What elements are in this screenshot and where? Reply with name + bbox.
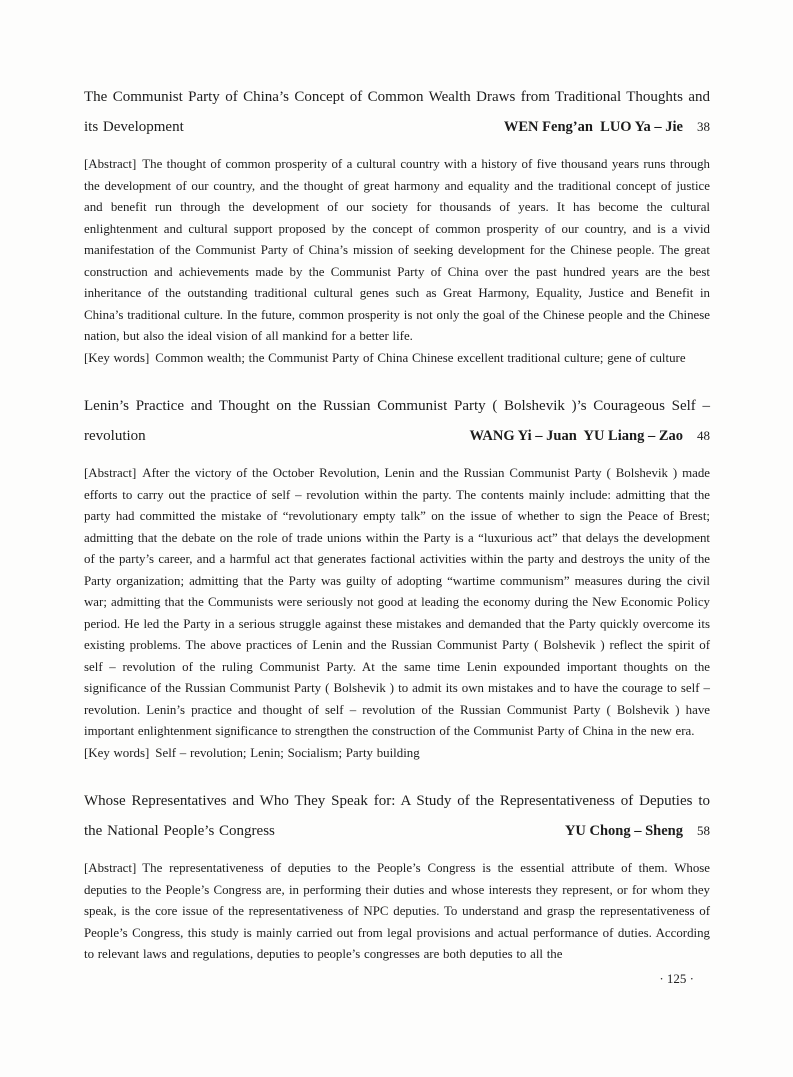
article-keywords <box>84 348 710 370</box>
article-title-line2: revolution <box>84 428 146 444</box>
article-abstract <box>84 858 710 966</box>
page-number: · 125 · <box>659 970 694 986</box>
article-authors: YU Chong – Sheng <box>564 823 683 839</box>
article-authors: WANG Yi – Juan YU Liang – Zao <box>469 428 683 444</box>
article-byline <box>469 421 710 451</box>
abstract-label: [Abstract] <box>84 157 137 171</box>
article-entry <box>84 786 710 966</box>
keywords-text: Self – revolution; Lenin; Socialism; Party building <box>155 745 420 760</box>
article-page-ref: 48 <box>697 428 710 443</box>
article-title-line2: its Development <box>84 119 184 135</box>
article-abstract <box>84 154 710 348</box>
article-entry <box>84 82 710 369</box>
article-title-line1: Whose Representatives and Who They Speak for: A Study of the Representativeness of Deputies to <box>84 793 710 809</box>
article-title-line2: the National People’s Congress <box>84 823 275 839</box>
abstract-label: [Abstract] <box>84 466 137 480</box>
article-abstract <box>84 463 710 743</box>
article-entry <box>84 391 710 764</box>
abstract-text: The representativeness of deputies to the People’s Congress is the essential attribute of them. Whose deputies to the People’s Congress are, in performing their duties and whose interests they represent, or for whom they speak, is the core issue of the representativeness of NPC deputies. To understand and grasp the representativeness of People’s Congress, this study is mainly carried out from legal provisions and actual performance of duties. According to relevant laws and regulations, deputies to people’s congresses are both deputies to all the <box>84 861 710 961</box>
article-page-ref: 38 <box>697 119 710 134</box>
article-keywords <box>84 743 710 765</box>
article-title-line1: Lenin’s Practice and Thought on the Russian Communist Party ( Bolshevik )’s Courageous Self – <box>84 398 710 414</box>
keywords-label: [Key words] <box>84 745 150 760</box>
article-title-line2-row <box>84 816 710 846</box>
article-page-ref: 58 <box>697 823 710 838</box>
abstract-label: [Abstract] <box>84 861 137 875</box>
article-title-line2-row <box>84 421 710 451</box>
article-byline <box>504 112 710 142</box>
keywords-text: Common wealth; the Communist Party of China Chinese excellent traditional culture; gene of culture <box>155 350 686 365</box>
article-byline <box>565 816 710 846</box>
article-authors: WEN Feng’an LUO Ya – Jie <box>503 119 683 135</box>
article-title-line2-row <box>84 112 710 142</box>
keywords-label: [Key words] <box>84 350 150 365</box>
article-title-line1: The Communist Party of China’s Concept of Common Wealth Draws from Traditional Thoughts and <box>84 89 710 105</box>
abstract-text: After the victory of the October Revolution, Lenin and the Russian Communist Party ( Bolshevik ) made efforts to carry out the practice of self – revolution within the party. The contents mainly include: admitting that the party had committed the mistake of “revolutionary empty talk” on the issue of whether to sign the Peace of Brest; admitting that the debate on the role of trade unions within the Party is a “luxurious act” that delays the development of the party’s career, and a harmful act that generates factional activities within the party and destroys the unity of the Party organization; admitting that the Party was guilty of adopting “wartime communism” measures during the civil war; admitting that the Communists were seriously not good at leading the economy during the New Economic Policy period. He led the Party in a serious struggle against these mistakes and demanded that the Party quickly overcome its existing problems. The above practices of Lenin and the Russian Communist Party ( Bolshevik ) reflect the spirit of self – revolution of the ruling Communist Party. At the same time Lenin expounded important thoughts on the significance of the Russian Communist Party ( Bolshevik ) to admit its own mistakes and to have the courage to self – revolution. Lenin’s practice and thought of self – revolution of the Russian Communist Party ( Bolshevik ) have important enlightenment significance to strengthen the construction of the Communist Party of China in the new era. <box>84 466 710 738</box>
abstract-text: The thought of common prosperity of a cultural country with a history of five thousand years runs through the development of our country, and the thought of great harmony and equality and the traditional concept of justice and benefit run through the development of our society for thousands of years. It has become the cultural enlightenment and cultural support proposed by the concept of common prosperity of our country, and is a vivid manifestation of the Communist Party of China’s mission of seeking development for the Chinese people. The great construction and achievements made by the Communist Party of China over the past hundred years are the best inheritance of the outstanding traditional cultural genes such as Great Harmony, Equality, Justice and Benefit in China’s traditional culture. In the future, common prosperity is not only the goal of the Chinese people and the Chinese nation, but also the ideal vision of all mankind for a better life. <box>84 157 710 343</box>
